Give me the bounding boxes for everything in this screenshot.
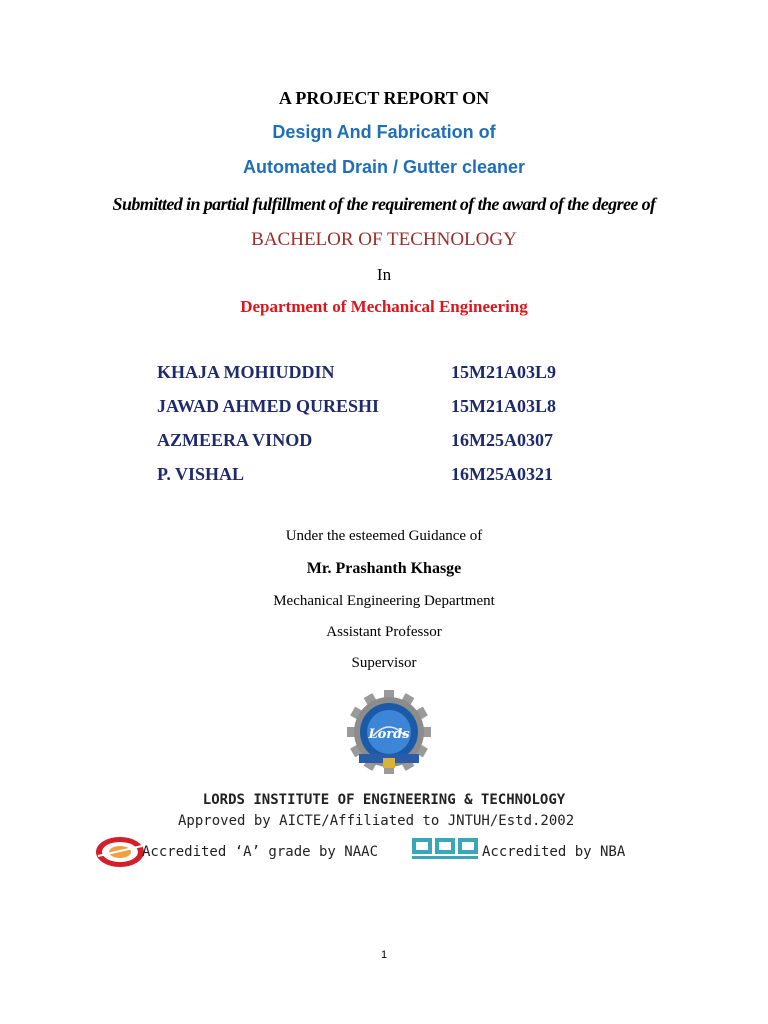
guide-role: Supervisor	[351, 655, 417, 671]
submission-statement: Submitted in partial fulfillment of the requirement of the award of the degree of	[112, 194, 656, 214]
guide-department: Mechanical Engineering Department	[273, 593, 495, 609]
department-name: Department of Mechanical Engineering	[240, 297, 528, 316]
student-row	[157, 396, 657, 420]
degree-name: BACHELOR OF TECHNOLOGY	[251, 229, 517, 250]
naac-logo-icon	[94, 834, 146, 870]
institute-name: LORDS INSTITUTE OF ENGINEERING & TECHNOLOGY	[202, 792, 566, 808]
student-row	[157, 362, 657, 386]
student-roll: 15M21A03L8	[451, 396, 556, 416]
guide-name: Mr. Prashanth Khasge	[306, 560, 462, 577]
guidance-intro: Under the esteemed Guidance of	[285, 528, 483, 544]
student-row	[157, 464, 657, 488]
logo-text: Lords	[368, 727, 410, 742]
student-row	[157, 430, 657, 454]
in-label: In	[376, 265, 392, 284]
project-topic-line2: Automated Drain / Gutter cleaner	[242, 157, 526, 177]
student-roll: 16M25A0321	[451, 464, 553, 484]
accreditation-row	[94, 834, 694, 874]
page-number: 1	[380, 949, 388, 961]
institute-logo-icon	[341, 690, 437, 776]
student-name: P. VISHAL	[157, 464, 245, 484]
nba-logo-icon	[410, 836, 482, 862]
report-title: A PROJECT REPORT ON	[278, 88, 490, 108]
guide-position: Assistant Professor	[326, 624, 442, 640]
nba-accreditation: Accredited by NBA	[482, 844, 626, 860]
student-roll: 16M25A0307	[451, 430, 553, 450]
approval-text: Approved by AICTE/Affiliated to JNTUH/Estd.2002	[178, 813, 575, 829]
student-name: JAWAD AHMED QURESHI	[157, 396, 380, 416]
project-topic-line1: Design And Fabrication of	[272, 122, 496, 142]
student-name: KHAJA MOHIUDDIN	[157, 362, 335, 382]
student-name: AZMEERA VINOD	[157, 430, 313, 450]
student-roll: 15M21A03L9	[451, 362, 556, 382]
naac-accreditation: Accredited ‘A’ grade by NAAC	[142, 844, 379, 860]
